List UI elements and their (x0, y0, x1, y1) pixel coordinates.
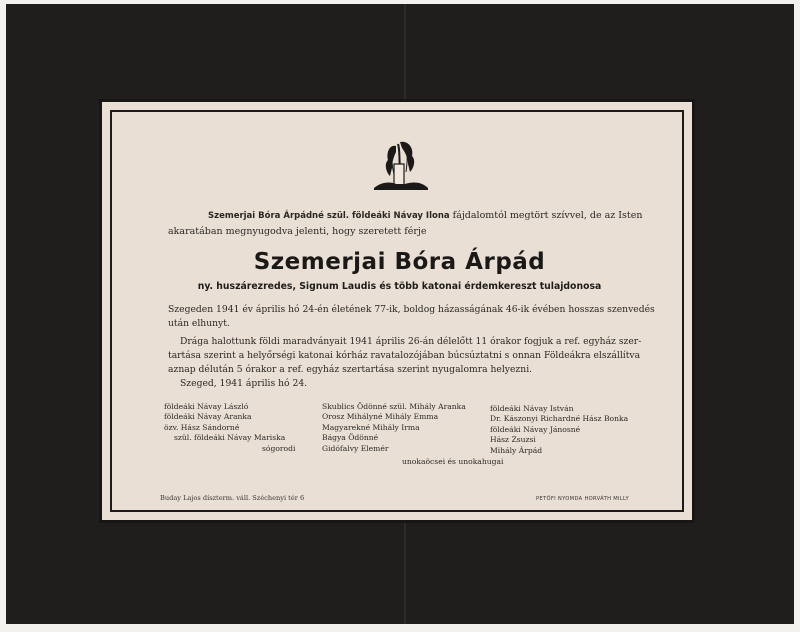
body-line-1: Szegeden 1941 év április hó 24-én életének 77-ik, boldog házasságának 46-ik évében hosszas szenvedés (168, 304, 655, 315)
body-line-5: aznap délután 5 órakor a ref. egyház szertartása szerint nyugalomra helyezni. (168, 364, 533, 375)
weeping-willow-monument-icon (370, 138, 432, 196)
mourner: Mihály Árpád (490, 445, 543, 455)
date-place: Szeged, 1941 április hó 24. (180, 378, 308, 389)
mourner: földeáki Návay Aranka (164, 412, 252, 422)
mourner: földeáki Návay István (490, 404, 574, 413)
notice-frame (99, 99, 695, 523)
mourner: Dr. Kászonyi Richardné Hász Bonka (490, 414, 629, 424)
grandchildren: unokaöcsei és unokahugai (402, 457, 504, 466)
mourner: Gidófalvy Elemér (322, 443, 389, 453)
mourner: Bágya Ödönné (322, 433, 379, 443)
mourners-col-3 (490, 404, 628, 456)
mourner: Orosz Mihályné Mihály Emma (322, 412, 439, 422)
mourner: Magyarekné Mihály Irma (322, 422, 420, 432)
footer-right: PETŐFI NYOMDA HORVÁTH MILLY (536, 496, 629, 502)
mourner: földeáki Návay Jánosné (490, 424, 581, 434)
deceased-title: ny. huszárezredes, Signum Laudis és több katonai érdemkereszt tulajdonosa (197, 281, 602, 292)
grandchildren-line (402, 457, 503, 467)
mourner: Skublics Ödönné szül. Mihály Aranka (322, 402, 466, 411)
mourner: Hász Zsuzsi (490, 435, 536, 445)
notice-inner-border (110, 110, 684, 512)
mourner: szül. földeáki Návay Mariska (174, 433, 286, 443)
deceased-name: Szemerjai Bóra Árpád (253, 249, 546, 275)
intro-line-1-rest: fájdalomtól megtört szívvel, de az Isten (452, 210, 643, 221)
mourner: özv. Hász Sándorné (164, 422, 240, 432)
mourner-relation: sógorodi (262, 443, 296, 453)
widow-name: Szemerjai Bóra Árpádné szül. földeáki Návay Ilona (208, 211, 450, 221)
intro-line-2: akaratában megnyugodva jelenti, hogy szeretett férje (168, 226, 427, 237)
footer-left: Buday Lajos díszterm. váll. Széchenyi tér 6 (160, 494, 305, 502)
intro-line-1 (208, 210, 642, 221)
mourners-col-1 (164, 402, 295, 454)
body-line-2: után elhunyt. (168, 318, 230, 329)
body-line-3: Drága halottunk földi maradványait 1941 április 26-án délelőtt 11 órakor fogjuk a ref. egyház szer- (180, 336, 642, 347)
body-line-4: tartása szerint a helyőrségi katonai kórház ravatalozójában búcsúztatni s onnan Földeákra elszállítva (168, 350, 641, 361)
mourners-col-2 (322, 402, 466, 454)
mourner: földeáki Návay László (164, 402, 249, 411)
